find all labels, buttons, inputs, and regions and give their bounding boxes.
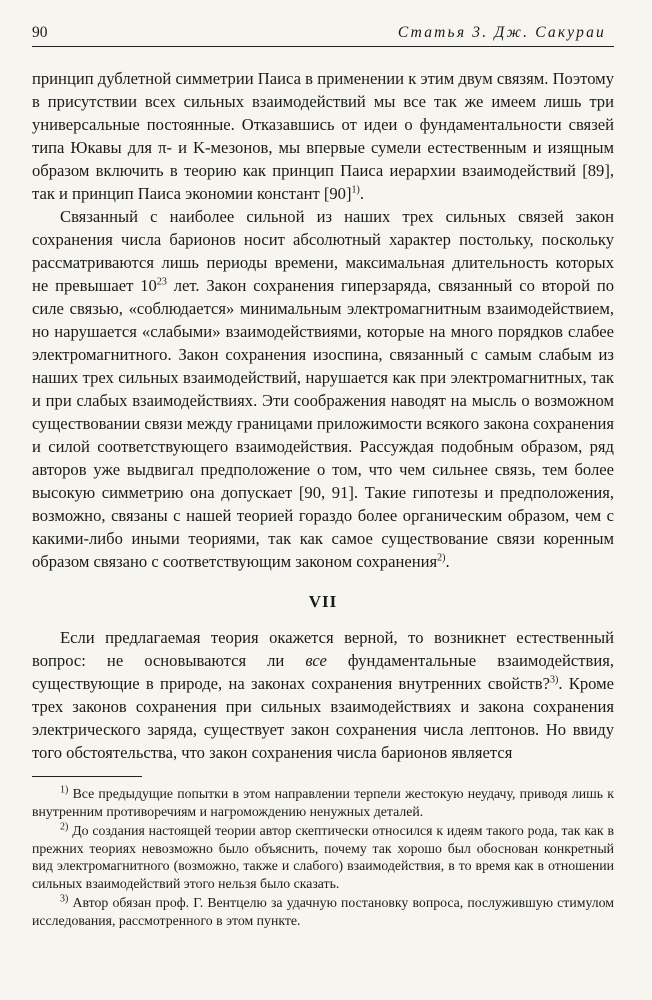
main-text	[32, 67, 614, 764]
page-header	[32, 24, 614, 47]
paragraph-2: Связанный с наиболее сильной из наших трех сильных связей закон сохранения числа барионов носит абсолютный характер постольку, поскольку рассматриваются лишь периоды времени, максимальная длительность которых не превышает $10^{23}$ лет. Закон сохранения гиперзаряда, связанный со второй по силе связью, «соблюдается» минимальным электромагнитным взаимодействием, но нарушается «слабыми» взаимодействиями, которые на много порядков слабее электромагнитного. Закон сохранения изоспина, связанный с самым слабым из наших трех сильных взаимодействий, нарушается как при электромагнитных, так и при слабых взаимодействиях. Эти соображения наводят на мысль о возможном существовании связи между границами приложимости всякого закона сохранения и силой соответствующего взаимодействия. Рассуждая подобным образом, ряд авторов уже выдвигал предположение о том, что чем сильнее связь, тем более высокую симметрию она допускает [90, 91]. Такие гипотезы и предположения, возможно, связаны с нашей теорией гораздо более органическим образом, чем с какими-либо иными теориями, так как самое существование связи коренным образом связано с соответствующим законом сохранения$^{2)}$.	[32, 207, 615, 571]
footnote-2: $^{2)}$ До создания настоящей теории автор скептически относился к идеям такого рода, так как в прежних теориях невозможно было объяснить, почему так хорошо был обоснован конкретный вид электромагнитного (возможно, также и слабого) взаимодействия, в то время как в отношении сильных взаимодействий этого нельзя было сказать.	[32, 821, 614, 891]
running-title: Статья 3. Дж. Сакураи	[397, 24, 606, 41]
emphasis: все	[305, 651, 327, 670]
page-number: 90	[32, 24, 48, 41]
footnote-ref-2: 2)	[437, 552, 446, 564]
footnote-3: $^{3)}$ Автор обязан проф. Г. Вентцелю за удачную постановку вопроса, послужившую стимулом исследования, рассмотренного в этом пункте.	[32, 893, 614, 928]
footnotes	[32, 785, 614, 929]
exponent: 23	[156, 276, 167, 288]
footnote-divider	[32, 776, 142, 777]
paragraph-1: принцип дублетной симметрии Паиса в применении к этим двум связям. Поэтому в присутствии всех сильных взаимодействий мы все так же имеем лишь три универсальные постоянные. Отказавшись от идеи о фундаментальности связей типа Юкавы для π- и K-мезонов, мы впервые сумели естественным и изящным образом включить в теорию как принцип Паиса иерархии взаимодействий [89], так и принцип Паиса экономии констант $[90]^{1)}$.	[32, 69, 614, 203]
book-page	[32, 24, 614, 931]
footnote-1: $^{1)}$ Все предыдущие попытки в этом направлении терпели жестокую неудачу, приводя лишь к внутренним противоречиям и нагромождению ненужных деталей.	[32, 784, 614, 819]
footnote-ref-3: 3)	[549, 674, 559, 686]
footnote-ref-1: 1)	[351, 184, 360, 196]
paragraph-3: Если предлагаемая теория окажется верной, то возникнет естественный вопрос: не основываются ли все фундаментальные взаимодействия, существующие в природе, на законах сохранения внутренних свойств?$^{3)}$. Кроме трех законов сохранения при сильных взаимодействиях и закона сохранения электрического заряда, существует закон сохранения числа лептонов. Но ввиду того обстоятельства, что закон сохранения числа барионов является	[32, 628, 614, 762]
section-title: VII	[308, 592, 338, 611]
